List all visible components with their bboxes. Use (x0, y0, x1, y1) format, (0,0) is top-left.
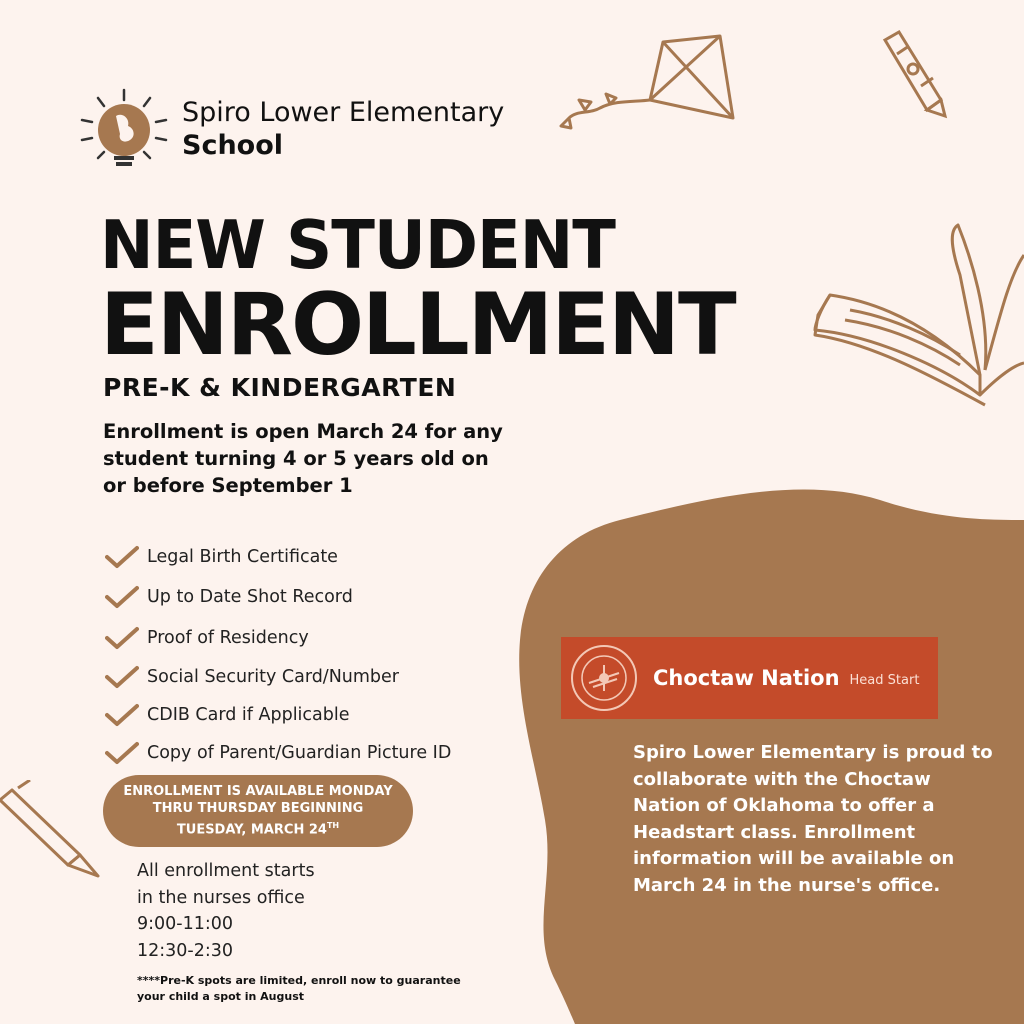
requirements-list (105, 538, 451, 772)
hours-line4: 12:30-2:30 (137, 940, 234, 961)
partner-name: Choctaw Nation (653, 666, 840, 690)
requirement-label: Social Security Card/Number (147, 667, 400, 687)
school-name-line1: Spiro Lower Elementary (182, 97, 505, 128)
kite-icon (555, 30, 745, 155)
choctaw-seal-icon (569, 643, 639, 713)
headline-subtitle: PRE-K & KINDERGARTEN (103, 373, 457, 402)
list-item (105, 696, 451, 734)
crayon-icon (875, 28, 950, 123)
list-item (105, 658, 451, 696)
checkmark-icon (105, 703, 139, 727)
checkmark-icon (105, 741, 139, 765)
requirement-label: Copy of Parent/Guardian Picture ID (147, 743, 452, 763)
pen-icon (0, 780, 105, 880)
pre-k-note: ****Pre-K spots are limited, enroll now to guarantee your child a spot in August (137, 974, 461, 1003)
availability-line1: ENROLLMENT IS AVAILABLE MONDAY (123, 784, 393, 800)
school-name-line2: School (182, 130, 284, 161)
checkmark-icon (105, 626, 139, 650)
hours-line2: in the nurses office (137, 887, 305, 908)
availability-line3: TUESDAY, MARCH 24 (176, 822, 327, 838)
hours-line3: 9:00-11:00 (137, 914, 234, 934)
list-item (105, 734, 451, 772)
lightbulb-logo-icon (78, 88, 170, 174)
requirement-label: Up to Date Shot Record (147, 587, 353, 607)
checkmark-icon (105, 585, 139, 609)
availability-line2: THRU THURSDAY BEGINNING (152, 801, 364, 817)
headline-line1: NEW STUDENT (100, 206, 615, 285)
requirement-label: Proof of Residency (147, 628, 309, 648)
collaboration-text: Spiro Lower Elementary is proud to collaborate with the Choctaw Nation of Oklahoma to offer a Headstart class. Enrollment information will be available on March 24 in the nurse's office. (633, 742, 993, 896)
list-item (105, 618, 451, 658)
list-item (105, 576, 451, 618)
list-item (105, 538, 451, 576)
headline-line2: ENROLLMENT (100, 275, 735, 375)
availability-pill (103, 775, 413, 847)
checkmark-icon (105, 665, 139, 689)
availability-suffix: TH (326, 821, 340, 831)
checkmark-icon (105, 545, 139, 569)
open-book-icon (810, 215, 1024, 415)
partner-program: Head Start (849, 672, 920, 688)
intro-text: Enrollment is open March 24 for any student turning 4 or 5 years old on or before September 1 (103, 420, 503, 497)
enrollment-hours (137, 858, 315, 964)
choctaw-nation-banner (561, 637, 938, 719)
hours-line1: All enrollment starts (137, 861, 315, 881)
requirement-label: CDIB Card if Applicable (147, 705, 350, 725)
requirement-label: Legal Birth Certificate (147, 547, 338, 567)
school-name (182, 96, 504, 162)
